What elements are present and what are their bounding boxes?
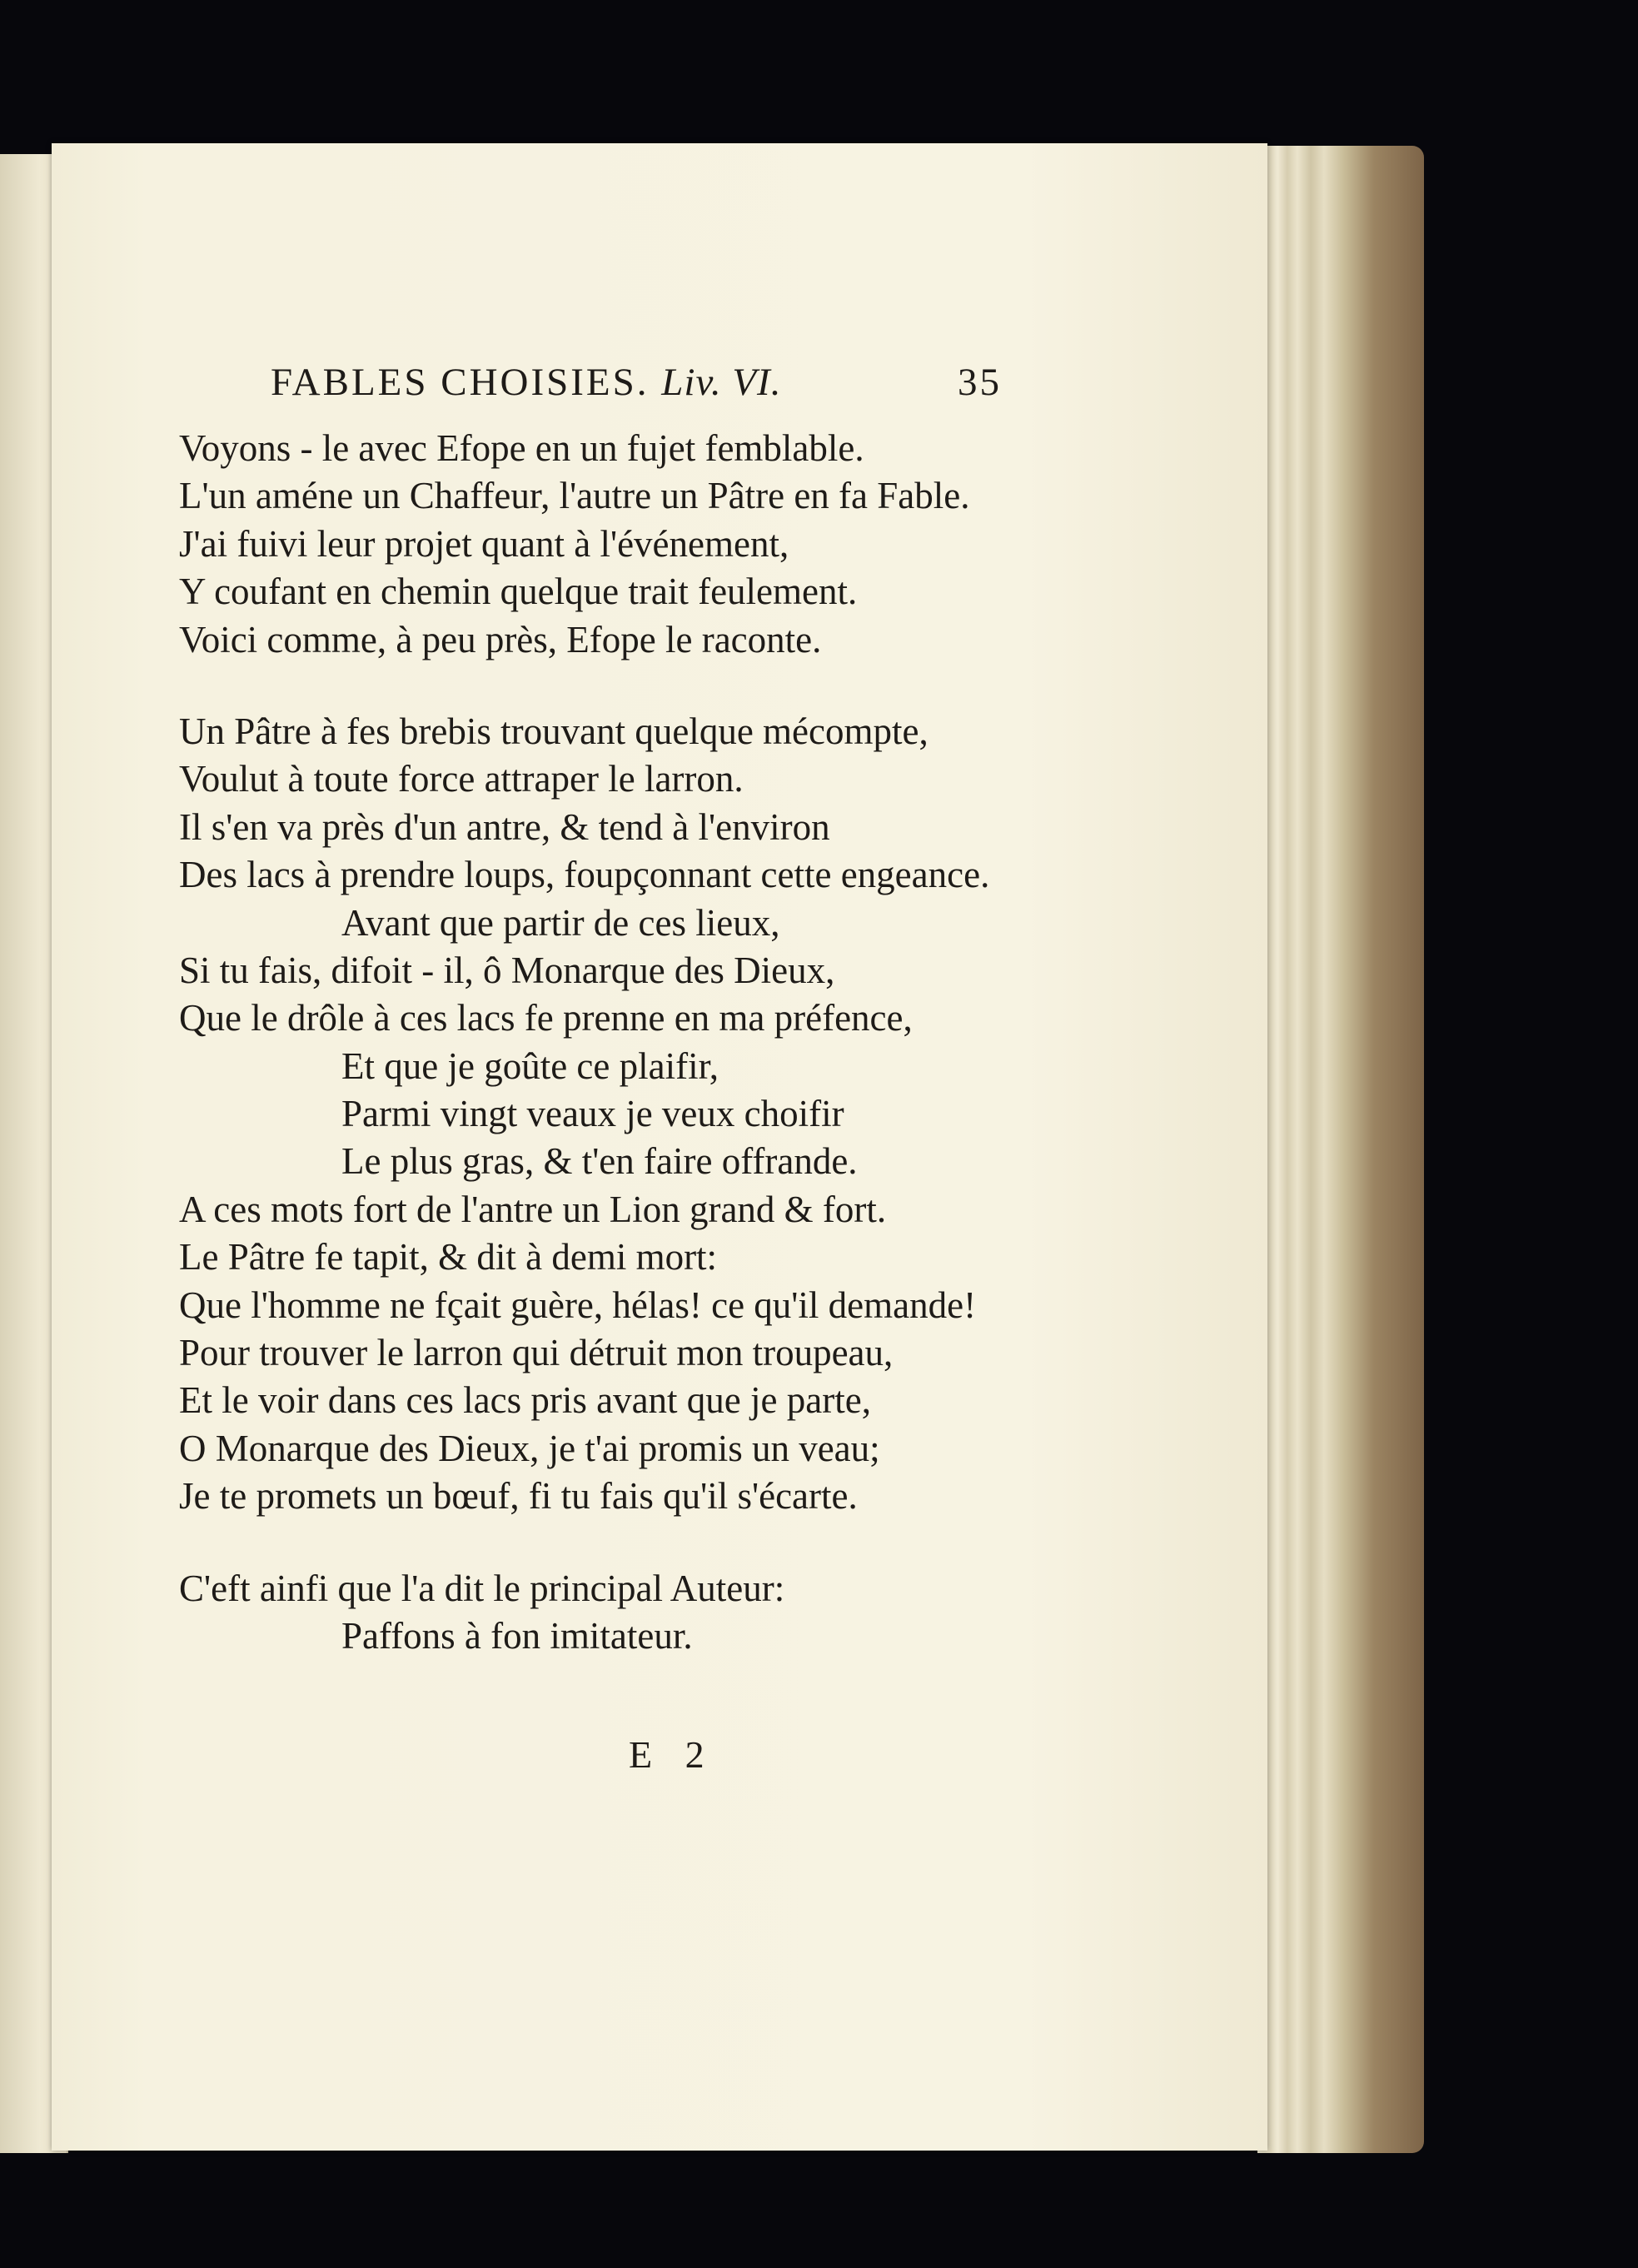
verse-line: Que le drôle à ces lacs fe prenne en ma préfence, [179, 997, 913, 1039]
stanza-break [179, 664, 1012, 708]
verse-line: Que l'homme ne fçait guère, hélas! ce qu'il demande! [179, 1284, 977, 1326]
verse-line: Avant que partir de ces lieux, [341, 901, 780, 944]
verse-line: Pour trouver le larron qui détruit mon troupeau, [179, 1332, 894, 1374]
verse-line: Parmi vingt veaux je veux choifir [341, 1093, 844, 1135]
verse-line: Voyons - le avec Efope en un fujet femblable. [179, 427, 864, 469]
verse-line: Il s'en va près d'un antre, & tend à l'environ [179, 805, 830, 848]
verse-line: Voulut à toute force attraper le larron. [179, 758, 744, 800]
verse-line: Si tu fais, difoit - il, ô Monarque des Dieux, [179, 949, 835, 991]
verse-line: J'ai fuivi leur projet quant à l'événement, [179, 522, 789, 565]
printer-signature: E 2 [629, 1733, 716, 1776]
verse-line: Y coufant en chemin quelque trait feulement. [179, 571, 858, 613]
page-number: 35 [958, 361, 1002, 404]
header-book: Liv. VI. [661, 361, 782, 404]
book-fore-edge [1257, 146, 1424, 2153]
stanza-break [179, 1521, 1012, 1565]
verse-line: Paffons à fon imitateur. [341, 1614, 693, 1657]
verse-line: Le plus gras, & t'en faire offrande. [341, 1140, 858, 1183]
verse-line: Des lacs à prendre loups, foupçonnant cette engeance. [179, 854, 990, 896]
verse-line: Et que je goûte ce plaifir, [341, 1044, 719, 1087]
header-title: FABLES CHOISIES. [271, 361, 650, 404]
verse-line: C'eft ainfi que l'a dit le principal Auteur: [179, 1567, 785, 1609]
verse-line: L'un améne un Chaffeur, l'autre un Pâtre en fa Fable. [179, 475, 970, 517]
verse-line: Je te promets un bœuf, fi tu fais qu'il s'écarte. [179, 1475, 858, 1518]
poem-text [179, 425, 1012, 1660]
running-header [271, 360, 1003, 410]
verse-line: Le Pâtre fe tapit, & dit à demi mort: [179, 1236, 718, 1279]
verse-line: Un Pâtre à fes brebis trouvant quelque mécompte, [179, 710, 929, 752]
verse-line: O Monarque des Dieux, je t'ai promis un veau; [179, 1427, 880, 1469]
verse-line: A ces mots fort de l'antre un Lion grand & fort. [179, 1188, 887, 1230]
verse-line: Voici comme, à peu près, Efope le raconte. [179, 618, 822, 660]
verse-line: Et le voir dans ces lacs pris avant que je parte, [179, 1379, 871, 1422]
